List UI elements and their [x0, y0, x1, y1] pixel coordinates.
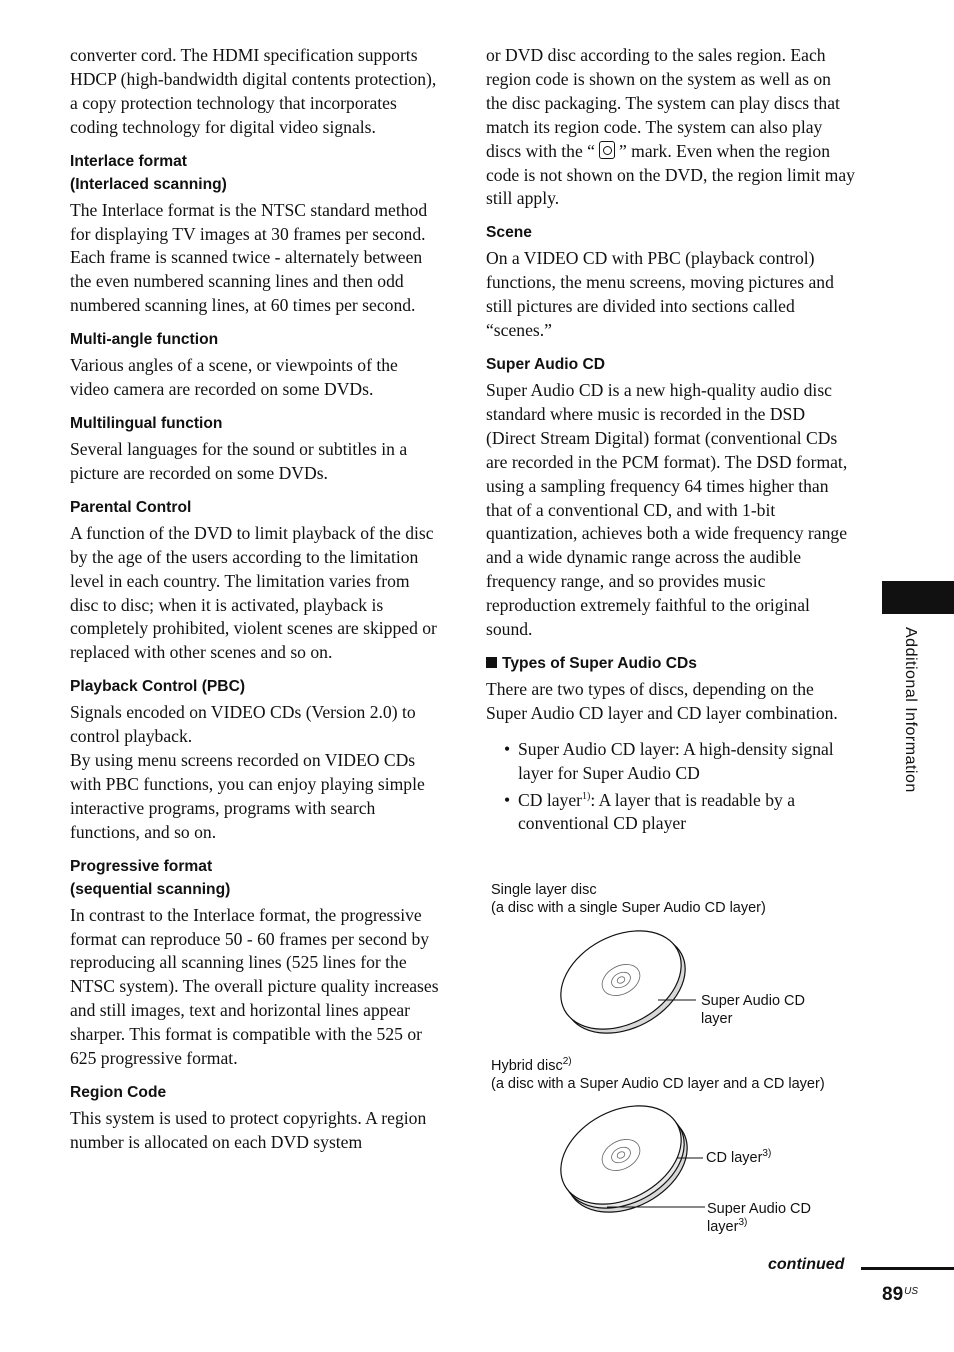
- scene-heading: Scene: [486, 224, 532, 242]
- sacd-body: Super Audio CD is a new high-quality audio disc standard where music is recorded in the DSD (Direct Stream Digital) format (conventional CDs are recorded in the PCM format). The DSD format, using a sampling frequency 64 times higher than that of a conventional CD, and with 1-bit quantization, achieves both a wide frequency range and a wide dynamic range across the audible frequency range, and so provides music reproduction extremely faithful to the original sound.: [486, 379, 848, 640]
- region-body: This system is used to protect copyrights. A region number is allocated on each DVD system: [70, 1108, 427, 1152]
- list-item: • CD layer$^{1)}$: A layer that is readable by a conventional CD player: [504, 789, 856, 837]
- square-bullet-icon: [486, 657, 497, 668]
- types-heading: Types of Super Audio CDs: [486, 652, 856, 675]
- hybrid-sacd-layer-label: Super Audio CD layer$^{3)}$: [707, 1201, 811, 1235]
- cd-layer-label: CD layer$^{3)}$: [706, 1148, 772, 1166]
- multilingual-heading: Multilingual function: [70, 414, 223, 432]
- region-heading: Region Code: [70, 1084, 167, 1101]
- continued-label: continued: [768, 1256, 845, 1273]
- multilingual-body: Several languages for the sound or subtitles in a picture are recorded on some DVDs.: [70, 438, 408, 483]
- region-continued: or DVD disc according to the sales region. Each region code is shown on the system as well as on the disc packaging. The system can play discs that match its region code. The system can also play discs with the “ ” mark. Even when the region code is not shown on the DVD, the region limit may still apply.: [486, 45, 855, 209]
- hybrid-disc-caption: Hybrid disc$^{2)}$ (a disc with a Super Audio CD layer and a CD layer): [491, 1056, 825, 1092]
- types-body: There are two types of discs, depending on the Super Audio CD layer and CD layer combination.: [486, 678, 838, 723]
- intro-paragraph: converter cord. The HDMI specification supports HDCP (high-bandwidth digital contents protection), a copy protection technology that incorporates coding technology for digital video signals.: [70, 45, 437, 137]
- interlace-heading: Interlace format (Interlaced scanning): [70, 152, 227, 193]
- region-all-icon: [599, 141, 615, 159]
- progressive-heading: Progressive format (sequential scanning): [70, 857, 231, 898]
- pbc-body-2: By using menu screens recorded on VIDEO CDs with PBC functions, you can enjoy playing simple interactive programs, programs with search functions, and so on.: [70, 750, 425, 842]
- multiangle-body: Various angles of a scene, or viewpoints of the video camera are recorded on some DVDs.: [70, 355, 398, 400]
- list-item: • Super Audio CD layer: A high-density signal layer for Super Audio CD: [504, 738, 856, 786]
- right-column: [486, 44, 856, 839]
- progressive-body: In contrast to the Interlace format, the progressive format can reproduce 50 - 60 frames per second by reproducing all scanning lines (525 lines for the NTSC system). The overall picture quality increases and still images, text and horizontal lines appear sharper. This format is compatible with the 525 or 625 progressive format.: [70, 904, 439, 1069]
- sacd-heading: Super Audio CD: [486, 355, 605, 373]
- parental-heading: Parental Control: [70, 498, 192, 516]
- left-column: [70, 44, 440, 1155]
- layer-list: [486, 738, 856, 837]
- pbc-heading: Playback Control (PBC): [70, 678, 246, 696]
- continued-rule: [861, 1267, 954, 1270]
- pbc-body-1: Signals encoded on VIDEO CDs (Version 2.0) to control playback.: [70, 702, 416, 747]
- section-side-label: Additional Information: [902, 627, 919, 793]
- section-tab-marker: [882, 581, 954, 614]
- multiangle-heading: Multi-angle function: [70, 331, 219, 349]
- single-layer-disc-illustration: [555, 930, 705, 1040]
- hybrid-disc-illustration: [555, 1105, 710, 1215]
- single-disc-layer-label: Super Audio CD layer: [701, 993, 805, 1027]
- parental-body: A function of the DVD to limit playback of the disc by the age of the users according to the limitation level in each country. The limitation varies from disc to disc; when it is activated, playback is completely prohibited, violent scenes are skipped or replaced with other scenes and so on.: [70, 522, 437, 663]
- scene-body: On a VIDEO CD with PBC (playback control) functions, the menu screens, moving pictures and still pictures are divided into sections called “scenes.”: [486, 248, 834, 341]
- page-number: $89^{US}$: [882, 1284, 919, 1305]
- interlace-body: The Interlace format is the NTSC standard method for displaying TV images at 30 frames per second. Each frame is scanned twice - alternately between the even numbered scanning lines and then odd numbered scanning lines, at 60 times per second.: [70, 199, 428, 316]
- single-disc-caption: Single layer disc (a disc with a single Super Audio CD layer): [491, 882, 766, 916]
